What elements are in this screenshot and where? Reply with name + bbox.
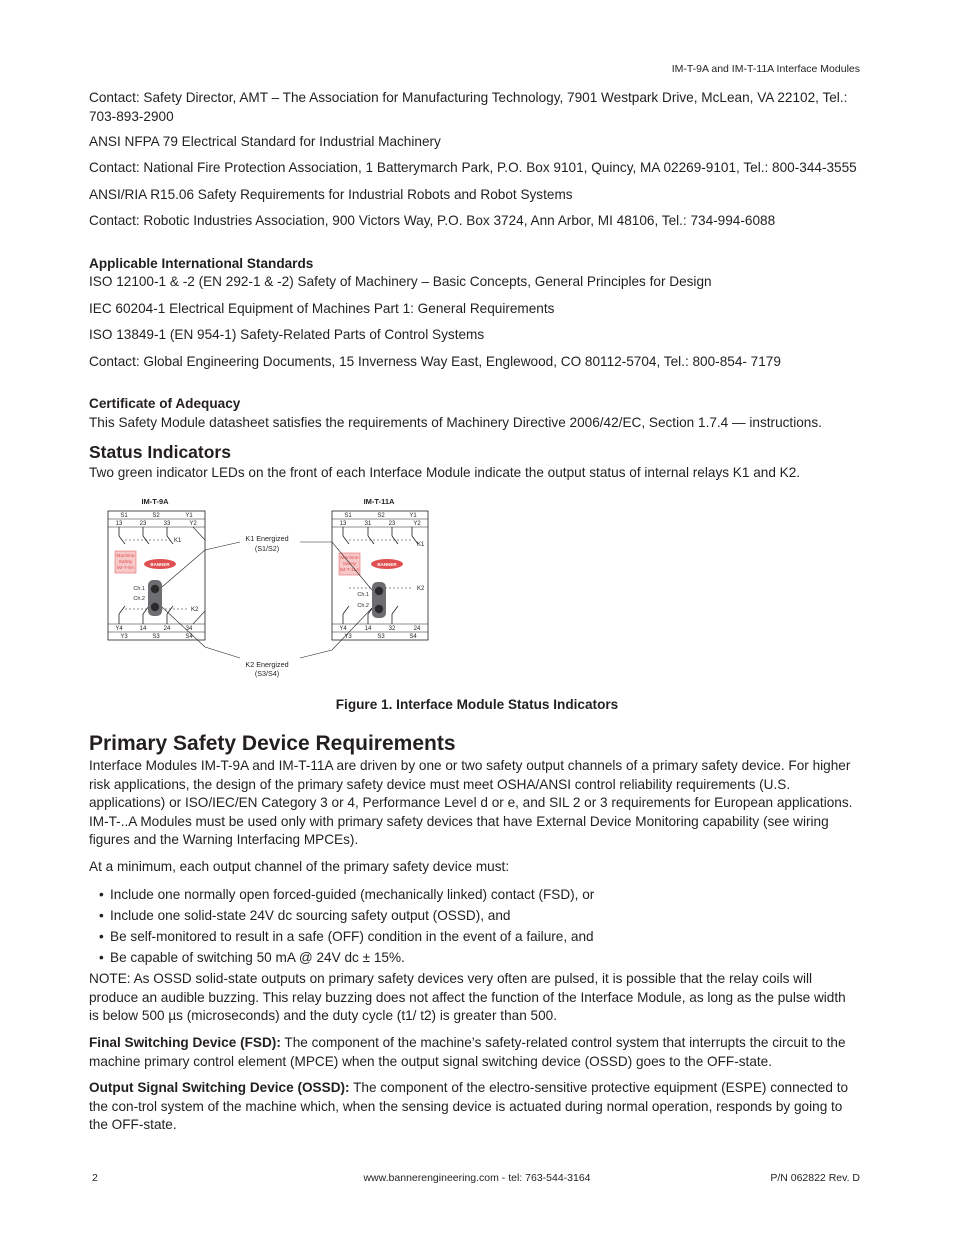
left-bot1-3: 34 — [185, 626, 193, 632]
footer-contact: www.bannerengineering.com - tel: 763-544-3164 — [363, 1172, 591, 1184]
certificate-text: This Safety Module datasheet satisfies the requirements of Machinery Directive 2006/42/EC, Section 1.7.4 — instructions. — [89, 415, 822, 430]
k1-callout-line1: K1 Energized — [245, 534, 289, 543]
right-label-1: Safety — [342, 562, 357, 567]
k2-callout-line1: K2 Energized — [245, 660, 289, 669]
standard-ria: ANSI/RIA R15.06 Safety Requirements for Industrial Robots and Robot Systems — [89, 187, 573, 202]
bullet-text: Be self-monitored to result in a safe (OFF) condition in the event of a failure, and — [110, 929, 594, 944]
status-heading: Status Indicators — [89, 442, 231, 462]
right-ch1: Ch.1 — [357, 592, 369, 598]
right-brand: BANNER — [377, 562, 397, 567]
figure-caption: Figure 1. Interface Module Status Indicators — [335, 697, 619, 712]
left-top2-0: 13 — [115, 521, 123, 527]
right-top1-1: S2 — [377, 513, 385, 519]
left-bot2-1: S3 — [152, 634, 160, 640]
ossd-term: Output Signal Switching Device (OSSD): — [89, 1080, 350, 1095]
right-module-title: IM-T-11A — [363, 497, 395, 506]
right-bot2-2: S4 — [409, 634, 417, 640]
status-indicator-figure — [100, 490, 440, 685]
left-led-ch2 — [151, 603, 159, 611]
standard-iso12100: ISO 12100-1 & -2 (EN 292-1 & -2) Safety of Machinery – Basic Concepts, General Principles for Design — [89, 274, 712, 289]
standard-iso13849: ISO 13849-1 (EN 954-1) Safety-Related Parts of Control Systems — [89, 327, 485, 342]
left-module-title: IM-T-9A — [141, 497, 169, 506]
right-bot1-2: 32 — [388, 626, 396, 632]
left-bot2-2: S4 — [185, 634, 193, 640]
left-led-ch1 — [151, 585, 159, 593]
standard-nfpa79: ANSI NFPA 79 Electrical Standard for Industrial Machinery — [89, 134, 441, 149]
module-im-t-11a — [332, 497, 428, 640]
right-k2: K2 — [417, 586, 425, 592]
left-ch1: Ch.1 — [133, 586, 145, 592]
list-item — [99, 947, 859, 968]
intl-standards-heading: Applicable International Standards — [89, 256, 314, 271]
contact-global: Contact: Global Engineering Documents, 15 Inverness Way East, Englewood, CO 80112-5704, Tel.: 800-854- 7179 — [89, 354, 781, 369]
right-top1-0: S1 — [344, 513, 352, 519]
right-k1: K1 — [417, 542, 425, 548]
left-label-2: IM-T-9A — [116, 566, 135, 571]
ossd-definition — [89, 1079, 859, 1135]
primary-minimum: At a minimum, each output channel of the primary safety device must: — [89, 859, 510, 874]
contact-amt: Contact: Safety Director, AMT – The Association for Manufacturing Technology, 7901 Westpark Drive, McLean, VA 22102, Tel.: 703-893-2900 — [89, 90, 848, 124]
requirements-list — [99, 884, 859, 968]
primary-intro: Interface Modules IM-T-9A and IM-T-11A are driven by one or two safety output channels of a primary safety device. For higher risk applications, the design of the primary safety device must meet OSHA/ANSI control reliability requirements (U.S. applications) or ISO/IEC/EN Category 3 or 4, Performance Level d or e, and SIL 2 or 3 requirements for European applications. IM-T-..A Modules must be used only with primary safety devices that have External Device Monitoring capability (see wiring figures and the Warning Interfacing MPCEs). — [89, 758, 853, 848]
left-label-1: Safety — [118, 560, 133, 565]
status-text: Two green indicator LEDs on the front of each Interface Module indicate the output status of internal relays K1 and K2. — [89, 465, 801, 480]
k1-callout-line2: (S1/S2) — [254, 544, 280, 553]
right-bot2-0: Y3 — [344, 634, 352, 640]
ossd-text: The component of the electro-sensitive protective equipment (ESPE) connected to the con-trol system of the machine which, when the sensing device is actuated during normal operation, responds by going to the OFF-state. — [89, 1080, 849, 1133]
left-bot1-0: Y4 — [115, 626, 123, 632]
list-item — [99, 905, 859, 926]
left-top2-2: 33 — [163, 521, 171, 527]
module-im-t-9a — [108, 497, 205, 640]
right-led-ch1 — [375, 587, 383, 595]
right-label-0: Machine — [340, 556, 359, 561]
right-top2-0: 13 — [339, 521, 347, 527]
contact-ria: Contact: Robotic Industries Association, 900 Victors Way, P.O. Box 3724, Ann Arbor, MI 48106, Tel.: 734-994-6088 — [89, 213, 776, 228]
left-k1: K1 — [174, 538, 182, 544]
fsd-definition — [89, 1034, 859, 1071]
left-top1-1: S2 — [152, 513, 160, 519]
left-bot1-1: 14 — [139, 626, 147, 632]
right-led-ch2 — [375, 605, 383, 613]
left-k2: K2 — [191, 607, 199, 613]
right-bot2-1: S3 — [377, 634, 385, 640]
fsd-text: The component of the machine’s safety-related control system that interrupts the circuit to the machine primary control element (MPCE) when the output signal switching device (OSSD) goes to the OFF-state. — [89, 1035, 846, 1069]
left-top2-1: 23 — [139, 521, 147, 527]
right-ch2: Ch.2 — [357, 603, 369, 609]
left-ch2: Ch.2 — [133, 596, 145, 602]
left-top1-2: Y1 — [185, 513, 193, 519]
right-bot1-1: 14 — [364, 626, 372, 632]
left-top2-3: Y2 — [189, 521, 197, 527]
running-header: IM-T-9A and IM-T-11A Interface Modules — [671, 63, 860, 75]
part-number: P/N 062822 Rev. D — [770, 1172, 860, 1184]
right-top2-3: Y2 — [413, 521, 421, 527]
ossd-note: NOTE: As OSSD solid-state outputs on primary safety devices very often are pulsed, it is possible that the relay coils will produce an audible buzzing. This relay buzzing does not affect the function of the Interface Module, as long as the pulse width is below 500 µs (microseconds) and the duty cycle (t1/ t2) is greater than 500. — [89, 971, 846, 1024]
fsd-term: Final Switching Device (FSD): — [89, 1035, 281, 1050]
certificate-heading: Certificate of Adequacy — [89, 396, 241, 411]
standard-iec60204: IEC 60204-1 Electrical Equipment of Machines Part 1: General Requirements — [89, 301, 555, 316]
bullet-text: Include one solid-state 24V dc sourcing safety output (OSSD), and — [110, 908, 511, 923]
right-top2-2: 23 — [388, 521, 396, 527]
right-bot1-3: 24 — [413, 626, 421, 632]
left-label-0: Machine — [116, 554, 135, 559]
primary-heading: Primary Safety Device Requirements — [89, 732, 456, 755]
left-top1-0: S1 — [120, 513, 128, 519]
page-number: 2 — [92, 1172, 98, 1184]
right-top2-1: 31 — [364, 521, 372, 527]
bullet-text: Include one normally open forced-guided (mechanically linked) contact (FSD), or — [110, 887, 595, 902]
right-label-2: IM-T-11A — [339, 568, 360, 573]
right-bot1-0: Y4 — [339, 626, 347, 632]
k2-callout-line2: (S3/S4) — [254, 669, 280, 678]
right-top1-2: Y1 — [409, 513, 417, 519]
bullet-text: Be capable of switching 50 mA @ 24V dc ± 15%. — [110, 950, 405, 965]
left-bot2-0: Y3 — [120, 634, 128, 640]
list-item — [99, 926, 859, 947]
contact-nfpa: Contact: National Fire Protection Association, 1 Batterymarch Park, P.O. Box 9101, Quincy, MA 02269-9101, Tel.: 800-344-3555 — [89, 160, 857, 175]
left-brand: BANNER — [150, 562, 170, 567]
left-bot1-2: 24 — [163, 626, 171, 632]
list-item — [99, 884, 859, 905]
